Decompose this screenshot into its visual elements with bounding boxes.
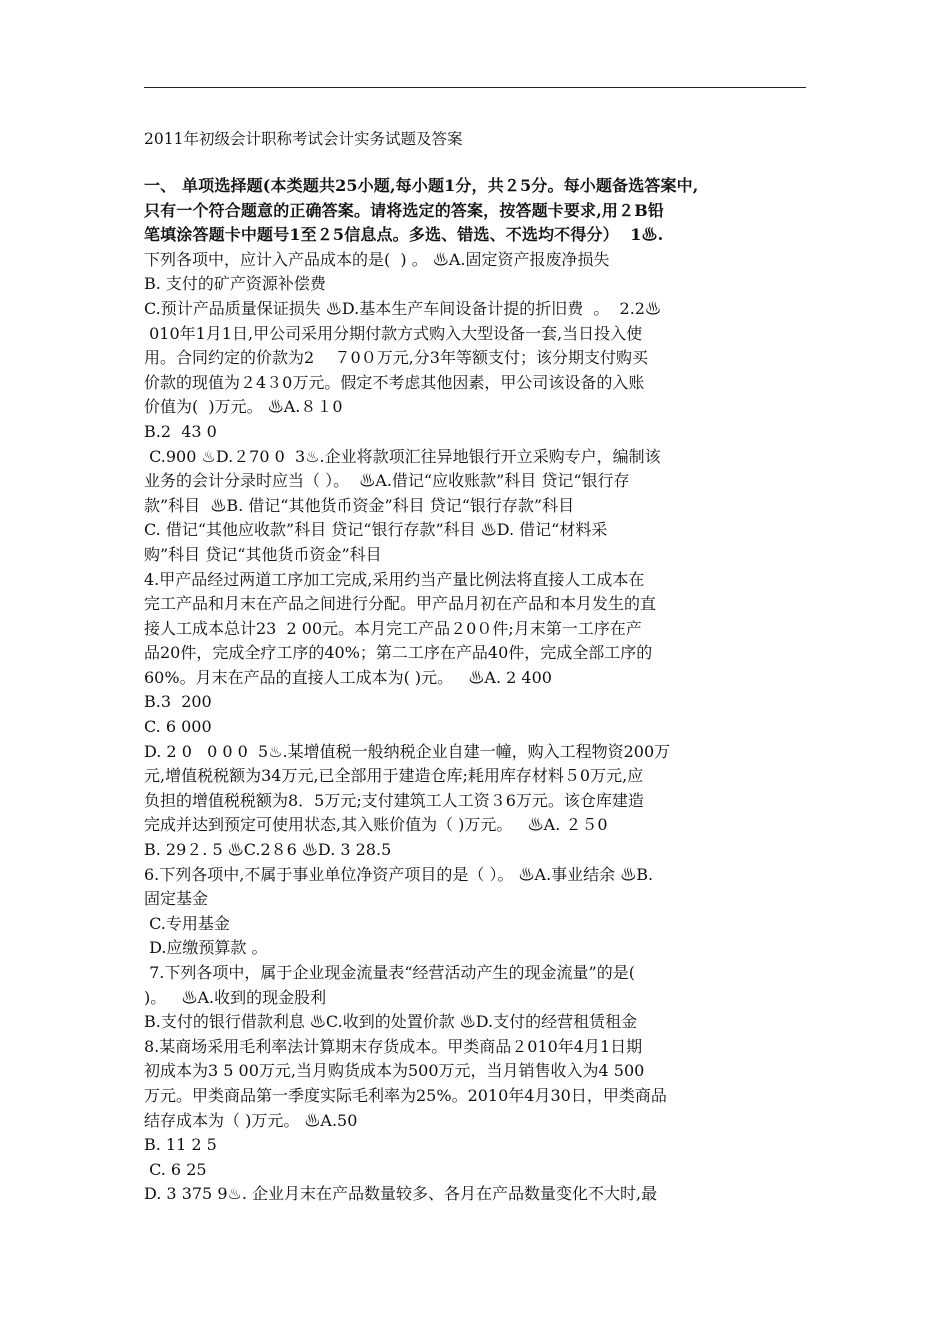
text-line: 8.某商场采用毛利率法计算期末存货成本。甲类商品２010年4月1日期 — [144, 1036, 643, 1056]
text-line: D. 3 375 9♨. 企业月末在产品数量较多、各月在产品数量变化不大时,最 — [144, 1184, 658, 1204]
question-text — [144, 174, 806, 1207]
text-line: 只有一个符合题意的正确答案。请将选定的答案，按答题卡要求,用２B铅 — [144, 200, 665, 220]
text-line: C. 6 000 — [144, 717, 212, 737]
text-line: 一、 单项选择题(本类题共25小题,每小题1分，共２5分。每小题备选答案中, — [144, 176, 699, 195]
text-line: B.3 200 — [144, 692, 212, 712]
text-line: 价值为( )万元。 ♨A.８１0 — [144, 397, 343, 417]
text-line: 接人工成本总计23 2 00元。本月完工产品２0０件;月末第一工序在产 — [144, 618, 642, 638]
text-line: 4.甲产品经过两道工序加工完成,采用约当产量比例法将直接人工成本在 — [144, 569, 645, 589]
text-line: 元,增值税税额为34万元,已全部用于建造仓库;耗用库存材料５0万元,应 — [144, 766, 644, 786]
document-title: 2011年初级会计职称考试会计实务试题及答案 — [144, 130, 463, 148]
text-line: 业务的会计分录时应当（ ）。 ♨A.借记“应收账款”科目 贷记“银行存 — [144, 471, 630, 491]
text-line: D. 2 0 0 0 0 5♨.某增值税一般纳税企业自建一幢，购入工程物资200万 — [144, 741, 671, 761]
text-line: 下列各项中，应计入产品成本的是( ) 。 ♨A.固定资产报废净损失 — [144, 249, 610, 269]
text-line: B. 支付的矿产资源补偿费 — [144, 274, 326, 294]
text-line: B.2 43 0 — [144, 421, 217, 441]
text-line: C.专用基金 — [144, 913, 230, 933]
text-line: B. 29２. 5 ♨C.2８6 ♨D. 3 28.5 — [144, 840, 392, 860]
text-line: 6.下列各项中,不属于事业单位净资产项目的是（ ）。 ♨A.事业结余 ♨B. — [144, 864, 654, 884]
text-line: 完工产品和月末在产品之间进行分配。甲产品月初在产品和本月发生的直 — [144, 594, 657, 614]
text-line: D.应缴预算款 。 — [144, 938, 268, 958]
text-line: 价款的现值为２4３0万元。假定不考虑其他因素，甲公司该设备的入账 — [144, 372, 645, 392]
text-line: 款”科目 ♨B. 借记“其他货币资金”科目 贷记“银行存款”科目 — [144, 495, 575, 515]
text-line: 初成本为3 5 00万元,当月购货成本为500万元，当月销售收入为4 500 — [144, 1061, 645, 1081]
text-line: 笔填涂答题卡中题号1至２5信息点。多选、错选、不选均不得分） 1♨. — [144, 225, 664, 245]
text-line: 7.下列各项中，属于企业现金流量表“经营活动产生的现金流量”的是( — [144, 963, 635, 982]
text-line: 结存成本为（ )万元。 ♨A.50 — [144, 1110, 358, 1130]
header-rule — [144, 87, 806, 88]
text-line: C.900 ♨D.２70 0 3♨.企业将款项汇往异地银行开立采购专户，编制该 — [144, 446, 661, 466]
text-line: 品20件，完成全疗工序的40%；第二工序在产品40件，完成全部工序的 — [144, 643, 653, 663]
text-line: 完成并达到预定可使用状态,其入账价值为（ )万元。 ♨A. ２５0 — [144, 815, 608, 835]
text-line: 购”科目 贷记“其他货币资金”科目 — [144, 544, 382, 564]
text-line: C. 6 25 — [144, 1159, 207, 1179]
text-line: )。 ♨A.收到的现金股利 — [144, 987, 327, 1007]
text-line: 60%。月末在产品的直接人工成本为( )元。 ♨A. 2 400 — [144, 667, 552, 687]
text-line: C.预计产品质量保证损失 ♨D.基本生产车间设备计提的折旧费 。 2.2♨ — [144, 298, 661, 318]
text-line: 用。合同约定的价款为2 ７0０万元,分3年等额支付；该分期支付购买 — [144, 348, 648, 368]
text-line: 固定基金 — [144, 889, 209, 909]
text-line: B. 11 2 5 — [144, 1135, 217, 1155]
text-line: B.支付的银行借款利息 ♨C.收到的处置价款 ♨D.支付的经营租赁租金 — [144, 1012, 638, 1032]
text-line: 负担的增值税税额为8．5万元;支付建筑工人工资３6万元。该仓库建造 — [144, 790, 644, 810]
text-line: 010年1月1日,甲公司采用分期付款方式购入大型设备一套,当日投入使 — [144, 323, 643, 343]
text-line: C. 借记“其他应收款”科目 贷记“银行存款”科目 ♨D. 借记“材料采 — [144, 520, 608, 540]
text-line: 万元。甲类商品第一季度实际毛利率为25%。2010年4月30日，甲类商品 — [144, 1085, 667, 1105]
